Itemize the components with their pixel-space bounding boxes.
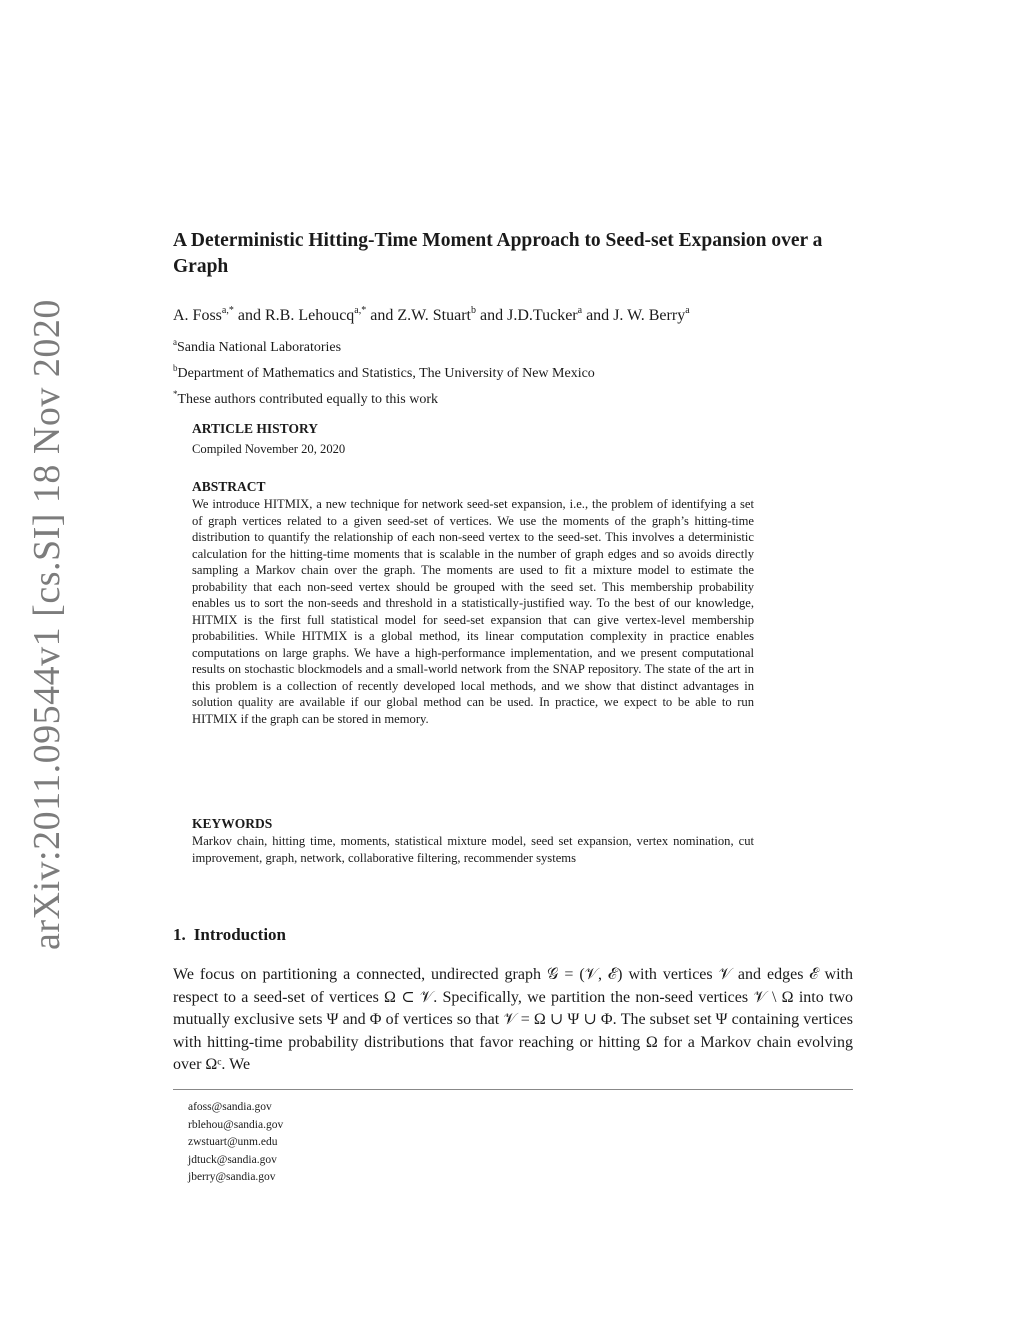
author-separator: and — [586, 307, 610, 324]
article-history-heading: ARTICLE HISTORY — [192, 421, 318, 436]
section-title: Introduction — [193, 925, 287, 944]
author-name: Z.W. Stuart — [397, 307, 471, 324]
affiliation-text: These authors contributed equally to this work — [177, 392, 438, 407]
affiliation — [173, 332, 853, 358]
keywords — [192, 815, 754, 866]
author-separator: and — [479, 307, 504, 324]
affiliation-list — [173, 332, 853, 410]
author-name: J.D.Tucker — [507, 307, 578, 324]
arxiv-identifier-stamp: arXiv:2011.09544v1 [cs.SI] 18 Nov 2020 — [26, 299, 68, 950]
affiliation-text: Sandia National Laboratories — [177, 340, 342, 355]
footnote-email: rblehou@sandia.gov — [188, 1118, 284, 1131]
author-name: R.B. Lehoucq — [264, 307, 355, 324]
author-affiliation-mark: a — [685, 305, 690, 316]
footnote-email: jberry@sandia.gov — [188, 1171, 276, 1183]
keywords-heading: KEYWORDS — [192, 816, 273, 831]
author-name: J. W. Berry — [613, 307, 686, 324]
author-affiliation-mark: a,* — [354, 305, 367, 316]
section-heading-introduction — [173, 924, 286, 946]
author-separator: and — [237, 307, 261, 324]
author-separator: and — [370, 307, 394, 324]
paper-title: A Deterministic Hitting-Time Moment Approach to Seed-set Expansion over a Graph — [173, 230, 823, 277]
author-affiliation-mark: a — [577, 305, 583, 316]
author-name: A. Foss — [173, 307, 222, 324]
author-affiliation-mark: b — [470, 305, 476, 316]
footnote-email: zwstuart@unm.edu — [188, 1136, 278, 1148]
affiliation — [173, 358, 853, 384]
article-history — [192, 420, 754, 458]
affiliation-mark: b — [173, 363, 178, 373]
footnote-email: jdtuck@sandia.gov — [188, 1153, 277, 1166]
affiliation-mark: * — [173, 389, 178, 399]
keywords-text: Markov chain, hitting time, moments, statistical mixture model, seed set expansion, vertex nomination, cut improvement, graph, network, collaborative filtering, recommender systems — [192, 834, 754, 865]
introduction-paragraph: We focus on partitioning a connected, undirected graph 𝒢 = (𝒱, ℰ) with vertices 𝒱 and edges ℰ with respect to a seed-set of vertices Ω ⊂ 𝒱. Specifically, we partition the non-seed vertices 𝒱 \ Ω into two mutually exclusive sets Ψ and Φ of vertices so that 𝒱 = Ω ∪ Ψ ∪ Φ. The subset set Ψ containing vertices with hitting-time probability distributions that favor reaching or hitting Ω for a Markov chain evolving over Ωᶜ. We — [173, 966, 853, 1073]
section-number: 1. — [173, 925, 186, 944]
footnote-email: afoss@sandia.gov — [188, 1101, 272, 1113]
affiliation — [173, 384, 853, 410]
author-list — [173, 300, 863, 327]
affiliation-text: Department of Mathematics and Statistics, The University of New Mexico — [177, 366, 595, 381]
footnote-list — [188, 1099, 588, 1187]
author-affiliation-mark: a,* — [221, 305, 234, 316]
abstract-heading: ABSTRACT — [192, 479, 266, 494]
affiliation-mark: a — [173, 337, 177, 347]
compiled-date: Compiled November 20, 2020 — [192, 442, 346, 456]
footnote-rule — [173, 1089, 853, 1090]
abstract-text: We introduce HITMIX, a new technique for network seed-set expansion, i.e., the problem of identifying a set of graph vertices related to a given seed-set of vertices. We use the moments of the graph’s hitting-time distribution to quantify the relationship of each non-seed vertex to the seed-set. This involves a deterministic calculation for the hitting-time moments that is scalable in the number of graph edges and so avoids directly sampling a Markov chain over the graph. The moments are used to fit a mixture model to estimate the probability that each non-seed vertex should be grouped with the seed set. This membership probability enables us to sort the non-seeds and threshold in a statistically-justified way. To the best of our knowledge, HITMIX is the first full statistical model for seed-set expansion that can give vertex-level membership probabilities. While HITMIX is a global method, its linear computation complexity in practice enables computations on large graphs. We have a high-performance implementation, and we present computational results on stochastic blockmodels and a small-world network from the SNAP repository. The state of the art in this problem is a collection of recently developed local methods, and we show that distinct advantages in solution quality are available if our global method can be used. In practice, we expect to be able to run HITMIX if the graph can be stored in memory. — [192, 497, 754, 726]
abstract — [192, 478, 754, 727]
